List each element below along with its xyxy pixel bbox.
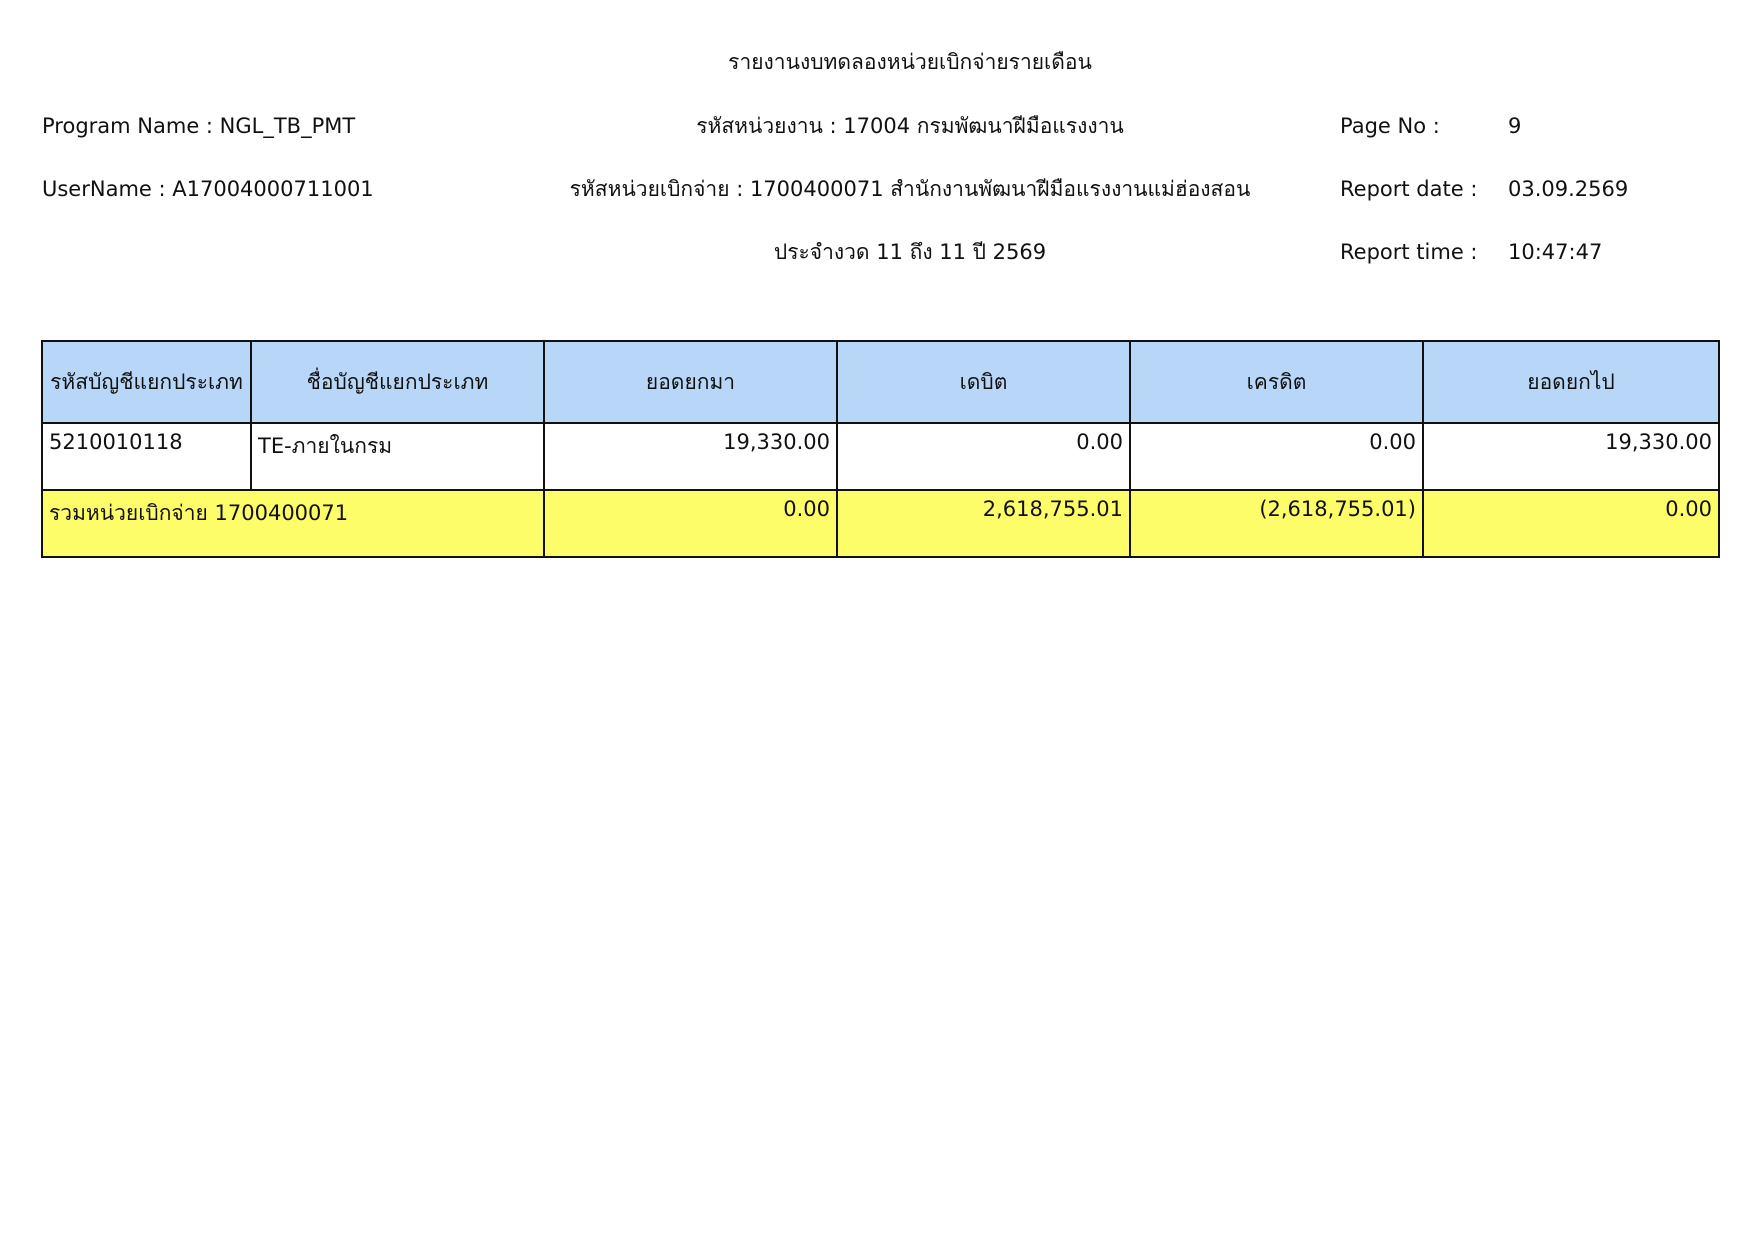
table-row (42, 423, 1719, 490)
report-date-value: 03.09.2569 (1508, 177, 1629, 201)
total-opening-balance: 0.00 (544, 490, 837, 557)
report-date-label: Report date : (1340, 177, 1478, 201)
col-header-account-code: รหัสบัญชีแยกประเภท (42, 341, 251, 423)
username: UserName : A17004000711001 (42, 177, 374, 201)
col-header-account-name: ชื่อบัญชีแยกประเภท (251, 341, 544, 423)
total-label: รวมหน่วยเบิกจ่าย 1700400071 (42, 490, 544, 557)
col-header-debit: เดบิต (837, 341, 1130, 423)
program-name: Program Name : NGL_TB_PMT (42, 114, 356, 138)
total-debit: 2,618,755.01 (837, 490, 1130, 557)
page-no-label: Page No : (1340, 114, 1440, 138)
cell-account-name: TE-ภายในกรม (251, 423, 544, 490)
page-no-value: 9 (1508, 114, 1522, 138)
report-title: รายงานงบทดลองหน่วยเบิกจ่ายรายเดือน (728, 50, 1092, 74)
table-header-row (42, 341, 1719, 423)
agency-code: รหัสหน่วยงาน : 17004 กรมพัฒนาฝีมือแรงงาน (696, 114, 1124, 138)
cell-credit: 0.00 (1130, 423, 1423, 490)
total-credit: (2,618,755.01) (1130, 490, 1423, 557)
trial-balance-table (41, 340, 1720, 558)
cell-closing-balance: 19,330.00 (1423, 423, 1719, 490)
col-header-credit: เครดิต (1130, 341, 1423, 423)
report-time-label: Report time : (1340, 240, 1478, 264)
cell-account-code: 5210010118 (42, 423, 251, 490)
report-time-value: 10:47:47 (1508, 240, 1603, 264)
total-row (42, 490, 1719, 557)
disbursement-unit: รหัสหน่วยเบิกจ่าย : 1700400071 สำนักงานพัฒนาฝีมือแรงงานแม่ฮ่องสอน (569, 177, 1251, 201)
col-header-closing-balance: ยอดยกไป (1423, 341, 1719, 423)
col-header-opening-balance: ยอดยกมา (544, 341, 837, 423)
total-closing-balance: 0.00 (1423, 490, 1719, 557)
report-period: ประจำงวด 11 ถึง 11 ปี 2569 (773, 240, 1047, 264)
cell-debit: 0.00 (837, 423, 1130, 490)
cell-opening-balance: 19,330.00 (544, 423, 837, 490)
